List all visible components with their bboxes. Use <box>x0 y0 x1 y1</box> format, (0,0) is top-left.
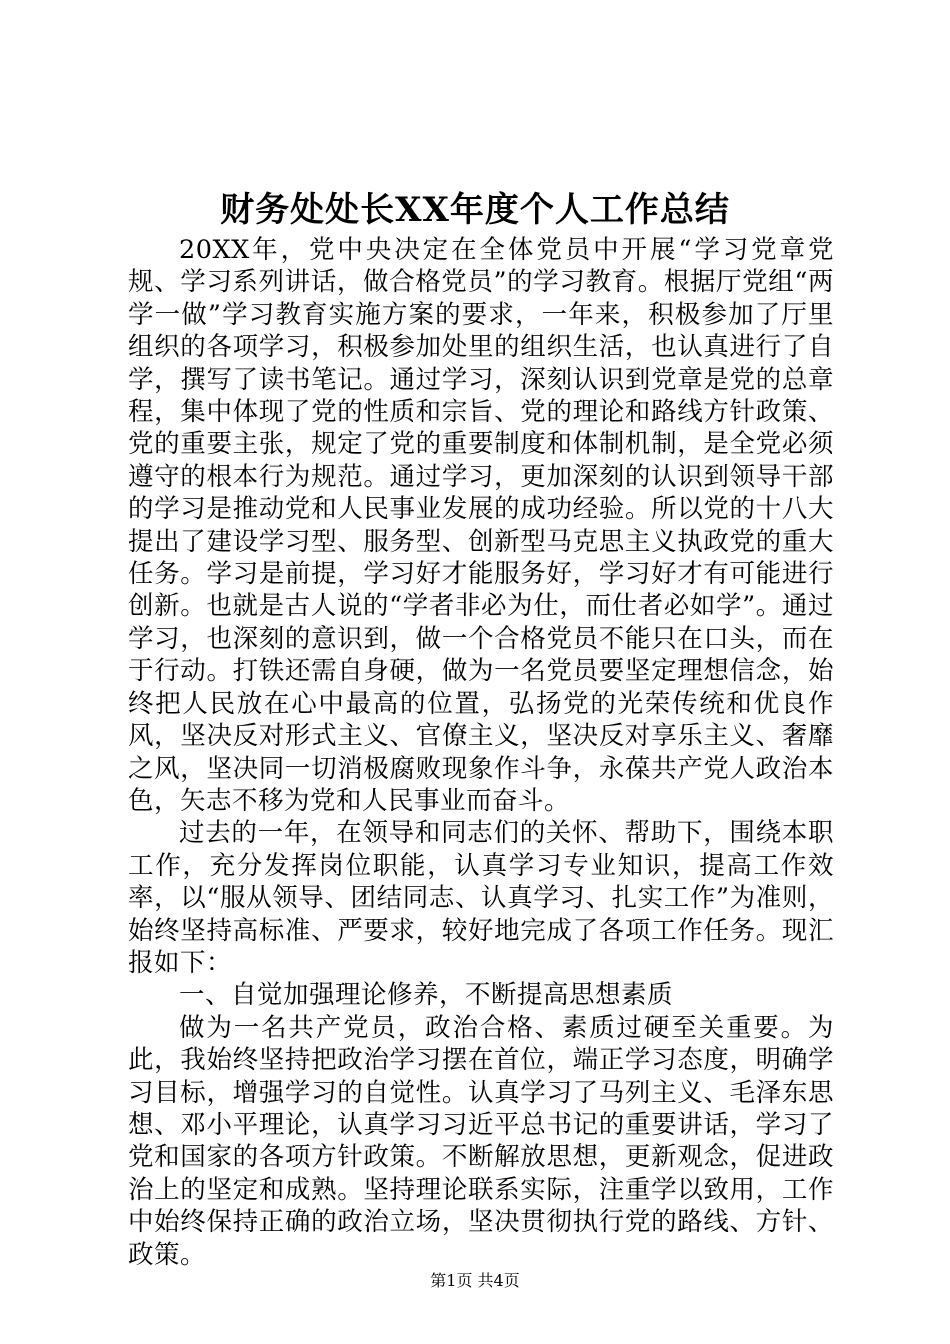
paragraph-intro: 20XX年，党中央决定在全体党员中开展“学习党章党规、学习系列讲话，做合格党员”的学习教育。根据厅党组“两学一做”学习教育实施方案的要求，一年来，积极参加了厅里组织的各项学习，积极参加处里的组织生活，也认真进行了自学，撰写了读书笔记。通过学习，深刻认识到党章是党的总章程，集中体现了党的性质和宗旨、党的理论和路线方针政策、党的重要主张，规定了党的重要制度和体制机制，是全党必须遵守的根本行为规范。通过学习，更加深刻的认识到领导干部的学习是推动党和人民事业发展的成功经验。所以党的十八大提出了建设学习型、服务型、创新型马克思主义执政党的重大任务。学习是前提，学习好才能服务好，学习好才有可能进行创新。也就是古人说的“学者非必为仕，而仕者必如学”。通过学习，也深刻的意识到，做一个合格党员不能只在口头，而在于行动。打铁还需自身硬，做为一名党员要坚定理想信念，始终把人民放在心中最高的位置，弘扬党的光荣传统和优良作风，坚决反对形式主义、官僚主义，坚决反对享乐主义、奢靡之风，坚决同一切消极腐败现象作斗争，永葆共产党人政治本色，矢志不移为党和人民事业而奋斗。 <box>128 235 834 816</box>
document-title: 财务处处长XX年度个人工作总结 <box>220 190 730 230</box>
page-footer: 第1页 共4页 <box>430 1271 520 1290</box>
paragraph-summary: 过去的一年，在领导和同志们的关怀、帮助下，围绕本职工作，充分发挥岗位职能，认真学习专业知识，提高工作效率，以“服从领导、团结同志、认真学习、扎实工作”为准则，始终坚持高标准、严要求，较好地完成了各项工作任务。现汇报如下： <box>128 818 834 978</box>
paragraph-section-1: 做为一名共产党员，政治合格、素质过硬至关重要。为此，我始终坚持把政治学习摆在首位，端正学习态度，明确学习目标，增强学习的自觉性。认真学习了马列主义、毛泽东思想、邓小平理论，认真学习习近平总书记的重要讲话，学习了党和国家的各项方针政策。不断解放思想，更新观念，促进政治上的坚定和成熟。坚持理论联系实际，注重学以致用，工作中始终保持正确的政治立场，坚决贯彻执行党的路线、方针、政策。 <box>128 1012 834 1270</box>
section-heading-1: 一、自觉加强理论修养，不断提高思想素质 <box>179 980 674 1011</box>
document-body <box>128 234 834 1271</box>
